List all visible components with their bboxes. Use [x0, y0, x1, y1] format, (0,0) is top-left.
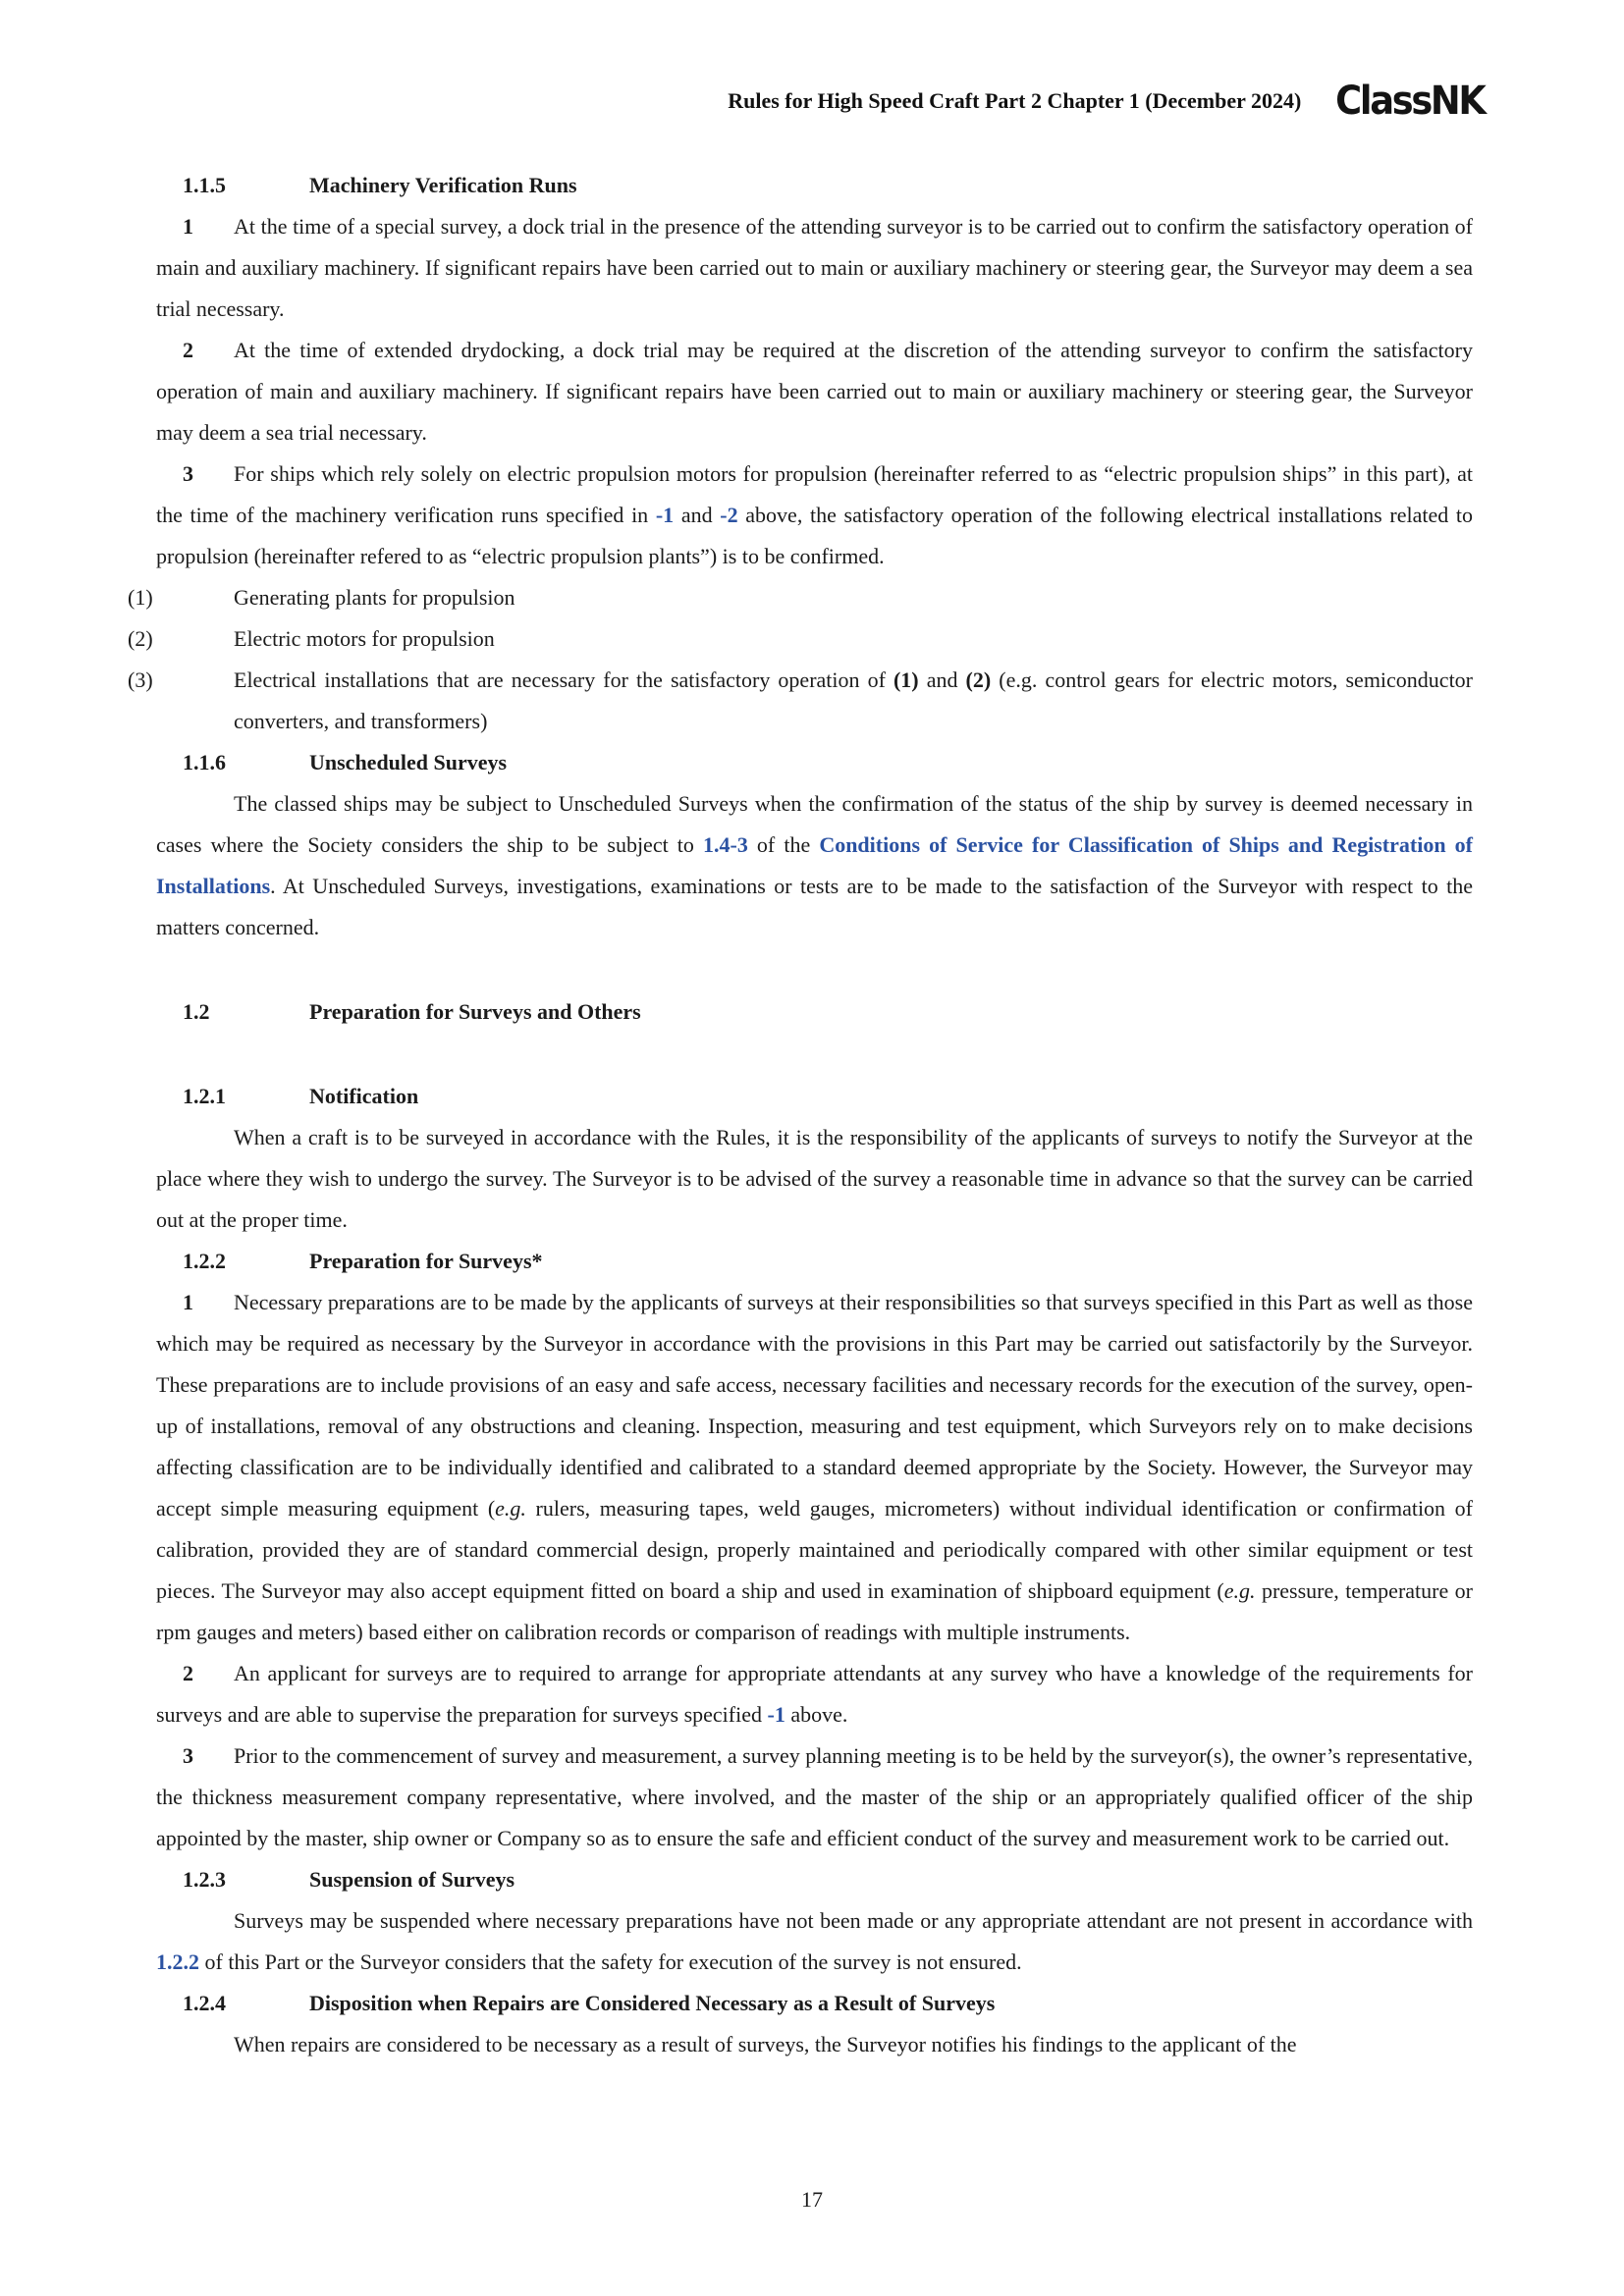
- section-heading: [156, 165, 1473, 206]
- text-run: (1): [893, 667, 919, 692]
- paragraph-number: 1: [183, 1290, 193, 1314]
- section-heading: [156, 742, 1473, 783]
- section-heading: [156, 1241, 1473, 1282]
- text-run: pressure, temperature or rpm gauges and meters) based either on calibration records or comparison of readings with multiple instruments.: [156, 1578, 1474, 1644]
- paragraph: [156, 330, 1473, 454]
- text-run: (2): [965, 667, 992, 692]
- text-run: and: [918, 667, 966, 692]
- classnk-logo: ClassNK: [1335, 79, 1485, 124]
- section-number: 1.2.1: [183, 1084, 226, 1108]
- paragraph-number: 2: [183, 1661, 193, 1685]
- section-number: 1.2: [183, 999, 210, 1024]
- text-run: Generating plants for propulsion: [234, 585, 515, 610]
- list-item: [128, 618, 1473, 660]
- paragraph-number: 3: [183, 461, 193, 486]
- section-heading: [156, 991, 1473, 1033]
- list-marker: (2): [128, 626, 153, 651]
- cross-reference-link[interactable]: 1.2.2: [156, 1949, 199, 1974]
- cross-reference-link[interactable]: -2: [720, 503, 738, 527]
- paragraph-number: 1: [183, 214, 193, 239]
- paragraph: [156, 1282, 1473, 1653]
- section-title: Notification: [309, 1084, 419, 1108]
- section-number: 1.2.3: [183, 1867, 226, 1892]
- text-run: . At Unscheduled Surveys, investigations, examinations or tests are to be made to the satisfaction of the Surveyor with respect to the matters concerned.: [156, 874, 1473, 939]
- section-heading: [156, 1859, 1473, 1900]
- text-run: Necessary preparations are to be made by the applicants of surveys at their responsibilities so that surveys specified in this Part as well as those which may be required as necessary by the Surveyor in accordance with the provisions in this Part may be carried out satisfactorily by the Surveyor. These preparations are to include provisions of an easy and safe access, necessary facilities and necessary records for the execution of the survey, open-up of installations, removal of any obstructions and cleaning. Inspection, measuring and test equipment, which Surveyors rely on to make decisions affecting classification are to be individually identified and calibrated to a standard deemed appropriate by the Society. However, the Surveyor may accept simple measuring equipment (: [156, 1290, 1473, 1521]
- text-run: Electric motors for propulsion: [234, 626, 495, 651]
- text-run: Prior to the commencement of survey and measurement, a survey planning meeting is to be held by the surveyor(s), the owner’s representative, the thickness measurement company representative, where involved, and the master of the ship or an appropriately qualified officer of the ship appointed by the master, ship owner or Company so as to ensure the safe and efficient conduct of the survey and measurement work to be carried out.: [156, 1743, 1473, 1850]
- list-item: [128, 577, 1473, 618]
- text-run: above.: [785, 1702, 848, 1727]
- text-run: When a craft is to be surveyed in accordance with the Rules, it is the responsibility of the applicants of surveys to notify the Surveyor at the place where they wish to undergo the survey. The Surveyor is to be advised of the survey a reasonable time in advance so that the survey can be carried out at the proper time.: [156, 1125, 1473, 1232]
- section-title: Unscheduled Surveys: [309, 750, 508, 774]
- cross-reference-link[interactable]: Conditions of Service for Classification of Ships and Registration of Installations: [156, 832, 1473, 898]
- list-marker: (3): [128, 667, 153, 692]
- paragraph: [156, 1117, 1473, 1241]
- text-run: e.g.: [495, 1496, 526, 1521]
- page-footer: [0, 2187, 1624, 2213]
- text-run: of this Part or the Surveyor considers that the safety for execution of the survey is not ensured.: [199, 1949, 1022, 1974]
- paragraph: [156, 1653, 1473, 1735]
- cross-reference-link[interactable]: 1.4-3: [703, 832, 748, 857]
- section-number: 1.2.4: [183, 1991, 226, 2015]
- text-run: and: [674, 503, 721, 527]
- section-number: 1.1.6: [183, 750, 226, 774]
- text-run: The classed ships may be subject to Unscheduled Surveys when the confirmation of the status of the ship by survey is deemed necessary in cases where the Society considers the ship to be subject to: [156, 791, 1473, 857]
- section-number: 1.2.2: [183, 1249, 226, 1273]
- text-run: When repairs are considered to be necessary as a result of surveys, the Surveyor notifies his findings to the applicant of the: [234, 2032, 1297, 2056]
- paragraph: [156, 783, 1473, 948]
- section-heading: [156, 1076, 1473, 1117]
- text-run: above, the satisfactory operation of the following electrical installations related to propulsion (hereinafter refered to as “electric propulsion plants”) is to be confirmed.: [156, 503, 1474, 568]
- page-header: [156, 79, 1485, 124]
- paragraph: [156, 2024, 1473, 2065]
- list-item: [128, 660, 1474, 742]
- cross-reference-link[interactable]: -1: [767, 1702, 785, 1727]
- section-number: 1.1.5: [183, 173, 226, 197]
- text-run: For ships which rely solely on electric propulsion motors for propulsion (hereinafter referred to as “electric propulsion ships” in this part), at the time of the machinery verification runs specified in: [156, 461, 1473, 527]
- section-heading: [156, 1983, 1473, 2024]
- section-title: Disposition when Repairs are Considered Necessary as a Result of Surveys: [309, 1991, 996, 2015]
- text-run: Surveys may be suspended where necessary preparations have not been made or any appropriate attendant are not present in accordance with: [234, 1908, 1473, 1933]
- text-run: At the time of a special survey, a dock trial in the presence of the attending surveyor is to be carried out to confirm the satisfactory operation of main and auxiliary machinery. If significant repairs have been carried out to main or auxiliary machinery or steering gear, the Surveyor may deem a sea trial necessary.: [156, 214, 1473, 321]
- section-title: Machinery Verification Runs: [309, 173, 577, 197]
- paragraph: [156, 1735, 1473, 1859]
- paragraph-number: 2: [183, 338, 193, 362]
- cross-reference-link[interactable]: -1: [655, 503, 675, 527]
- document-body: [128, 165, 1474, 2065]
- text-run: An applicant for surveys are to required to arrange for appropriate attendants at any survey who have a knowledge of the requirements for surveys and are able to supervise the preparation for surveys specified: [156, 1661, 1473, 1727]
- section-title: Suspension of Surveys: [309, 1867, 515, 1892]
- page-number: 17: [801, 2187, 823, 2212]
- text-run: At the time of extended drydocking, a dock trial may be required at the discretion of the attending surveyor to confirm the satisfactory operation of main and auxiliary machinery. If significant repairs have been carried out to main or auxiliary machinery or steering gear, the Surveyor may deem a sea trial necessary.: [156, 338, 1473, 445]
- section-title: Preparation for Surveys and Others: [309, 999, 641, 1024]
- paragraph: [156, 206, 1473, 330]
- paragraph-number: 3: [183, 1743, 193, 1768]
- text-run: rulers, measuring tapes, weld gauges, micrometers) without individual identification or confirmation of calibration, provided they are of standard commercial design, properly maintained and periodically compared with other similar equipment or test pieces. The Surveyor may also accept equipment fitted on board a ship and used in examination of shipboard equipment (: [156, 1496, 1474, 1603]
- section-title: Preparation for Surveys*: [309, 1249, 543, 1273]
- paragraph: [156, 1900, 1473, 1983]
- text-run: e.g.: [1223, 1578, 1256, 1603]
- running-header-title: Rules for High Speed Craft Part 2 Chapter 1 (December 2024): [728, 88, 1302, 113]
- paragraph: [156, 454, 1473, 577]
- text-run: of the: [747, 832, 820, 857]
- text-run: (e.g. control gears for electric motors, semiconductor converters, and transformers): [234, 667, 1474, 733]
- text-run: Electrical installations that are necessary for the satisfactory operation of: [234, 667, 893, 692]
- list-marker: (1): [128, 585, 153, 610]
